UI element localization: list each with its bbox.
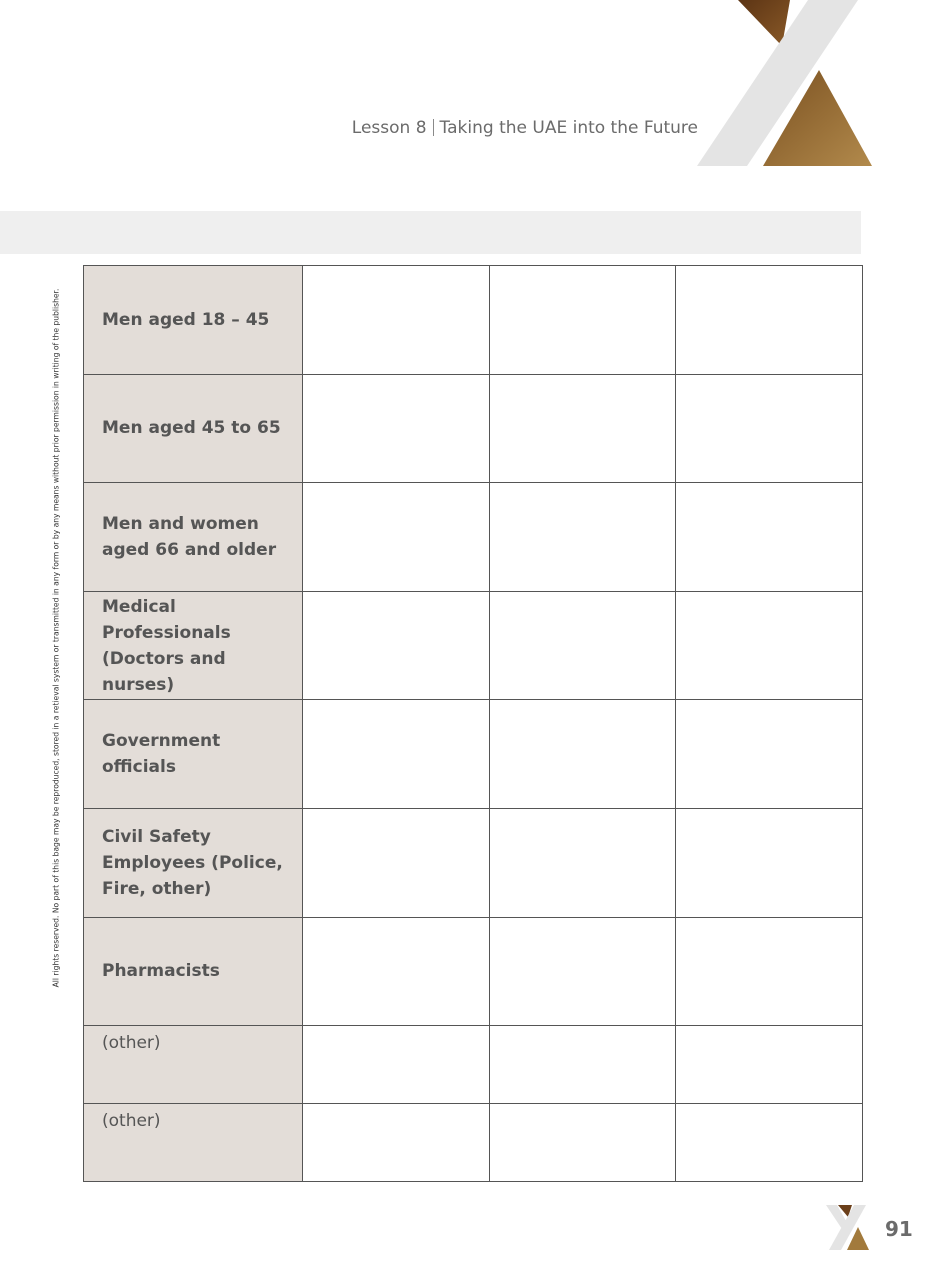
table-row bbox=[84, 591, 863, 700]
blank-cell[interactable] bbox=[676, 374, 863, 483]
row-label: Pharmacists bbox=[84, 917, 303, 1026]
blank-cell[interactable] bbox=[303, 700, 490, 809]
blank-cell[interactable] bbox=[303, 917, 490, 1026]
blank-cell[interactable] bbox=[303, 266, 490, 375]
blank-cell[interactable] bbox=[303, 808, 490, 917]
blank-cell[interactable] bbox=[676, 808, 863, 917]
blank-cell[interactable] bbox=[676, 1103, 863, 1181]
table-row bbox=[84, 1026, 863, 1104]
table-row bbox=[84, 700, 863, 809]
blank-cell[interactable] bbox=[303, 483, 490, 592]
row-label: Men aged 18 – 45 bbox=[84, 266, 303, 375]
blank-cell[interactable] bbox=[489, 266, 676, 375]
x-logo-small-icon bbox=[826, 1205, 870, 1251]
blank-cell[interactable] bbox=[676, 1026, 863, 1104]
blank-cell[interactable] bbox=[489, 591, 676, 700]
blank-cell[interactable] bbox=[489, 483, 676, 592]
row-label: Men and women aged 66 and older bbox=[84, 483, 303, 592]
blank-cell[interactable] bbox=[303, 591, 490, 700]
header-band bbox=[0, 211, 861, 254]
copyright-notice: All rights reserved. No part of this bage may be reproduced, stored in a retieval system or transmitted in any form or by any means without prior permission in writing of the publisher. bbox=[51, 288, 61, 988]
table-row bbox=[84, 374, 863, 483]
row-label: Medical Professionals (Doctors and nurses) bbox=[84, 591, 303, 700]
blank-cell[interactable] bbox=[303, 1026, 490, 1104]
blank-cell[interactable] bbox=[676, 266, 863, 375]
blank-cell[interactable] bbox=[489, 700, 676, 809]
heading-separator bbox=[433, 119, 434, 136]
row-label: (other) bbox=[84, 1103, 303, 1181]
row-label: Civil Safety Employees (Police, Fire, other) bbox=[84, 808, 303, 917]
blank-cell[interactable] bbox=[489, 374, 676, 483]
blank-cell[interactable] bbox=[676, 591, 863, 700]
table-row bbox=[84, 917, 863, 1026]
x-logo-icon bbox=[690, 0, 875, 170]
blank-cell[interactable] bbox=[489, 1103, 676, 1181]
blank-cell[interactable] bbox=[676, 700, 863, 809]
blank-cell[interactable] bbox=[303, 374, 490, 483]
table-row bbox=[84, 808, 863, 917]
lesson-heading bbox=[352, 118, 698, 138]
row-label: Government officials bbox=[84, 700, 303, 809]
blank-cell[interactable] bbox=[676, 483, 863, 592]
lesson-number: Lesson 8 bbox=[351, 118, 427, 138]
blank-cell[interactable] bbox=[676, 917, 863, 1026]
lesson-title: Taking the UAE into the Future bbox=[439, 118, 698, 138]
population-table bbox=[83, 265, 863, 1182]
table-row bbox=[84, 266, 863, 375]
row-label: Men aged 45 to 65 bbox=[84, 374, 303, 483]
blank-cell[interactable] bbox=[489, 1026, 676, 1104]
blank-cell[interactable] bbox=[303, 1103, 490, 1181]
table-row bbox=[84, 483, 863, 592]
page-number: 91 bbox=[885, 1217, 913, 1241]
blank-cell[interactable] bbox=[489, 808, 676, 917]
table-row bbox=[84, 1103, 863, 1181]
blank-cell[interactable] bbox=[489, 917, 676, 1026]
row-label: (other) bbox=[84, 1026, 303, 1104]
